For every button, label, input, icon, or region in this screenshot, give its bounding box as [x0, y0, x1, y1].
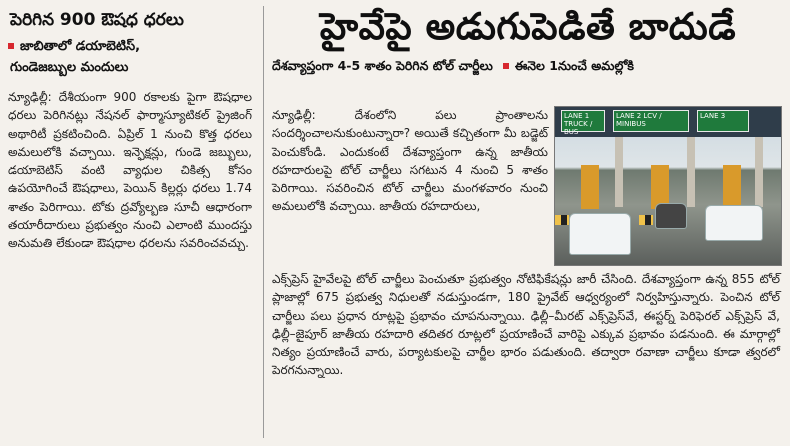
toll-subhead-1: దేశవ్యాప్తంగా 4-5 శాతం పెరిగిన టోల్ చార్జీలు	[272, 58, 493, 73]
medicine-price-story	[8, 8, 258, 440]
toll-charges-story	[272, 4, 784, 440]
toll-subhead-2: ఈనెల 1నుంచే అమల్లోకి	[514, 58, 634, 73]
red-bullet-icon	[503, 63, 509, 69]
plaza-pillar	[755, 137, 763, 207]
toll-booth	[581, 165, 599, 209]
toll-booth	[723, 165, 741, 209]
toll-story-body-bottom: ఎక్స్‌ప్రెస్ హైవేలపై టోల్ చార్జీలు పెంచుతూ ప్రభుత్వం నోటిఫికేషన్లు జారీ చేసింది. దేశవ్యాప్తంగా ఉన్న 855 టోల్ ప్లాజాల్లో 675 ప్రభుత్వ నిధులతో నడుస్తుండగా, 180 ప్రైవేట్ ఆధ్వర్యంలో నిర్వహిస్తున్నారు. పెంచిన టోల్ చార్జీలు పలు ప్రధాన రూట్లపై ప్రభావం చూపనున్నాయి. ఢిల్లీ–మీరట్ ఎక్స్‌ప్రెస్‌వే, ఈస్టర్న్ పెరిఫెరల్ ఎక్స్‌ప్రెస్ వే, ఢిల్లీ–జైపూర్ జాతీయ రహదారి తదితర రూట్లలో ప్రయాణించే వారిపై ఎక్కువ ప్రభావం పడనుంది. ఈ మార్గాల్లో నిత్యం ప్రయాణించే వారు, పర్యాటకులపై చార్జీల భారం పడుతుంది. తద్వారా రవాణా చార్జీలు కూడా త్వరలో పెరగనున్నాయి.	[272, 272, 780, 378]
lane-sign: LANE 1 TRUCK / BUS	[561, 110, 605, 132]
medicine-story-headline: పెరిగిన 900 ఔషధ ధరలు	[10, 10, 184, 30]
medicine-story-body: న్యూఢిల్లీ: దేశీయంగా 900 రకాలకు పైగా ఔషధాల ధరలు పెరిగినట్లు నేషనల్ ఫార్మాస్యూటికల్ ప్రైజింగ్ అథారిటీ ప్రకటించింది. ఏప్రిల్ 1 నుంచి కొత్త ధరలు అమలులోకి వచ్చాయి. ఇన్ఫెక్షన్లు, గుండె జబ్బులు, డయాబెటిస్ వంటి వ్యాధుల చికిత్స కోసం ఉపయోగించే ఔషధాలు, పెయిన్ కిల్లర్లు ధరలు 1.74 శాతం పెరిగాయి. టోకు ద్రవ్యోల్బణ సూచీ ఆధారంగా తయారీదారులు ప్రభుత్వం నుంచి ఎలాంటి ముందస్తు అనుమతి లేకుండా ఔషధాల ధరలను సవరించవచ్చు.	[8, 90, 252, 251]
lane-barrier	[555, 215, 569, 225]
red-bullet-icon	[8, 43, 14, 49]
column-divider	[263, 6, 264, 438]
toll-story-headline: హైవేపై అడుగుపెడితే బాదుడే	[319, 5, 737, 48]
plaza-pillar	[687, 137, 695, 207]
car	[569, 213, 631, 255]
medicine-story-kicker	[8, 36, 258, 78]
car	[705, 205, 763, 241]
toll-plaza-photo	[554, 106, 782, 266]
toll-story-body-top: న్యూఢిల్లీ: దేశంలోని పలు ప్రాంతాలను సందర్శించాలనుకుంటున్నారా? అయితే కచ్చితంగా మీ బడ్జెట్ పెంచుకోండి. ఎందుకంటే దేశవ్యాప్తంగా ఉన్న జాతీయ రహదారులపై టోల్ చార్జీలు సగటున 4 నుంచి 5 శాతం పెరిగాయి. సవరించిన టోల్ చార్జీలు మంగళవారం నుంచి అమలులోకి వచ్చాయి. జాతీయ రహదారులు,	[272, 108, 548, 214]
kicker-line-1: జాబితాలో డయాబెటిస్,	[20, 39, 141, 54]
lane-sign: LANE 2 LCV / MINIBUS	[613, 110, 689, 132]
kicker-line-2: గుండెజబ్బుల మందులు	[10, 60, 129, 75]
lane-sign: LANE 3	[697, 110, 749, 132]
lane-barrier	[639, 215, 653, 225]
car	[655, 203, 687, 229]
toll-story-subheads	[272, 56, 784, 76]
plaza-pillar	[615, 137, 623, 207]
